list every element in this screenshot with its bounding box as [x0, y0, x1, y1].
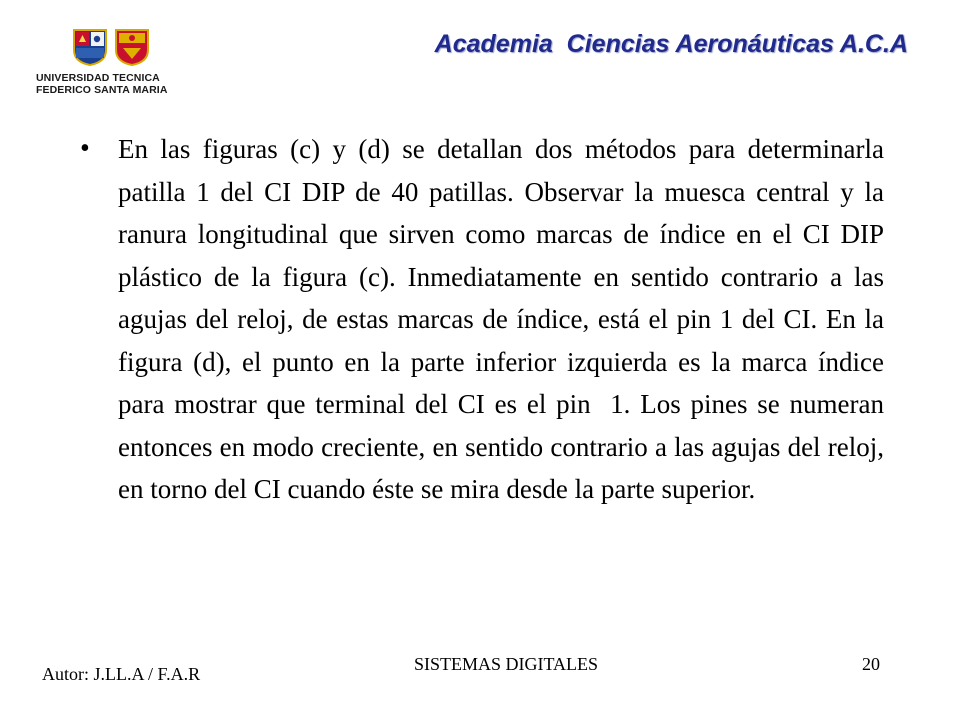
- logo-line-2: FEDERICO SANTA MARIA: [36, 84, 168, 96]
- header-title: Academia Ciencias Aeronáuticas A.C.A: [434, 30, 908, 58]
- footer-author: Autor: J.LL.A / F.A.R: [42, 664, 201, 684]
- footer-course: SISTEMAS DIGITALES: [414, 654, 599, 674]
- logo-shields: [44, 28, 178, 66]
- bullet-icon: •: [80, 133, 90, 164]
- bullet-item: [76, 128, 891, 511]
- logo-line-1: UNIVERSIDAD TECNICA: [36, 72, 160, 84]
- logo-text: [36, 72, 178, 96]
- university-logo: [36, 28, 178, 96]
- left-shield-icon: [72, 28, 108, 66]
- footer-page-number: 20: [862, 654, 880, 674]
- right-shield-icon: [114, 28, 150, 66]
- slide-content: [76, 128, 891, 511]
- bullet-paragraph: En las figuras (c) y (d) se detallan dos métodos para determinarla patilla 1 del CI DIP de 40 patillas. Observar la muesca central y la ranura longitudinal que sirven como marcas de índice en el CI DIP plástico de la figura (c). Inmediatamente en sentido contrario a las agujas del reloj, de estas marcas de índice, está el pin 1 del CI. En la figura (d), el punto en la parte inferior izquierda es la marca índice para mostrar que terminal del CI es el pin 1. Los pines se numeran entonces en modo creciente, en sentido contrario a las agujas del reloj, en torno del CI cuando éste se mira desde la parte superior.: [118, 134, 891, 504]
